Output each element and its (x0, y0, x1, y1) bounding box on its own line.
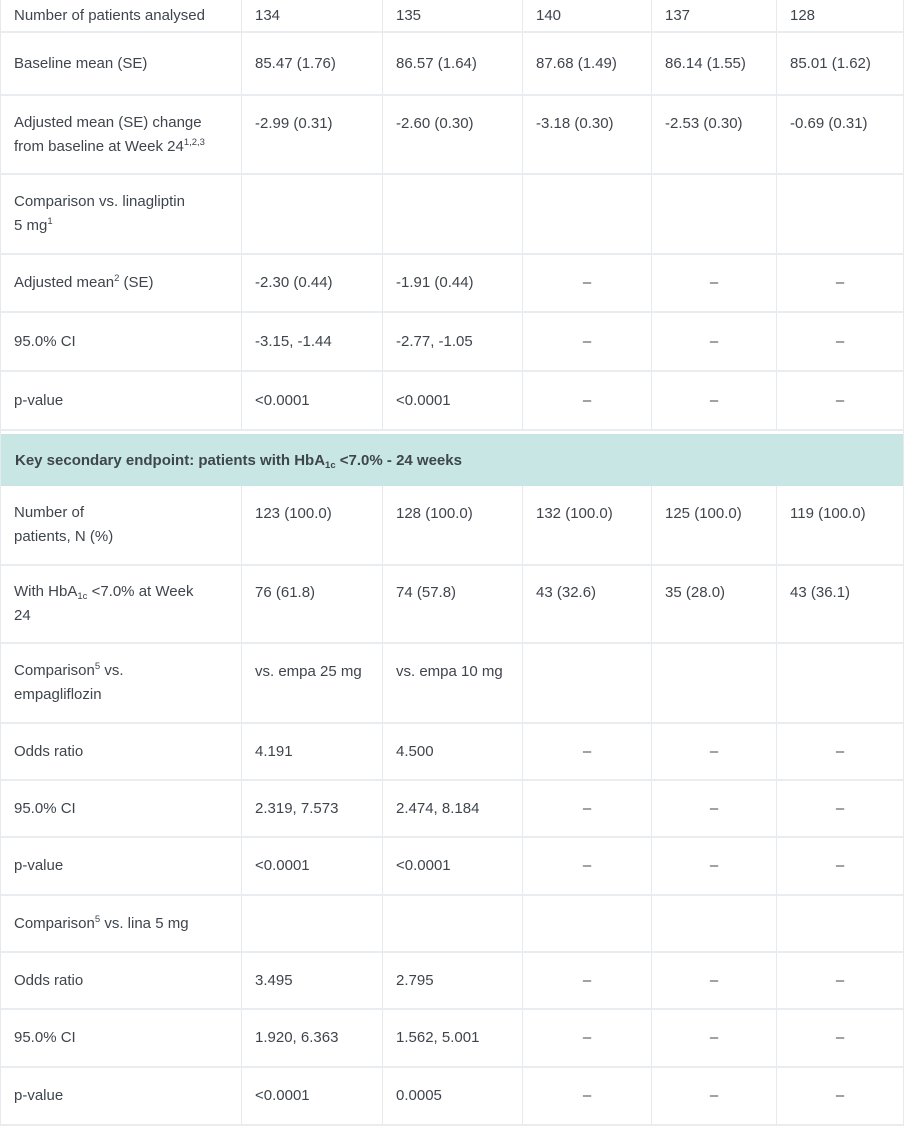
value-cell (383, 644, 523, 722)
not-applicable-cell (652, 838, 777, 894)
cell-text: 43 (32.6) (536, 584, 597, 601)
cell-text: 35 (28.0) (665, 584, 726, 601)
not-applicable-cell (777, 1068, 903, 1124)
value-cell (242, 566, 383, 642)
label-text: 95.0% CI (14, 799, 76, 817)
value-cell (242, 255, 383, 311)
empty-cell (652, 644, 777, 722)
not-applicable-cell (777, 255, 903, 311)
value-cell (523, 566, 652, 642)
section-header-label (15, 452, 462, 469)
row-label-cell (1, 724, 242, 779)
table-row (1, 486, 903, 566)
cell-text: 4.191 (255, 742, 293, 760)
row-label-cell (1, 838, 242, 894)
value-cell (383, 96, 523, 173)
not-applicable-cell (523, 313, 652, 370)
label-text: p-value (14, 857, 64, 874)
row-label-cell (1, 96, 242, 173)
label-text: (SE) (119, 274, 154, 291)
table-row (1, 313, 903, 372)
not-applicable-cell (652, 1010, 777, 1066)
not-applicable-cell (523, 372, 652, 429)
cell-text: 2.474, 8.184 (396, 799, 480, 817)
cell-text: <0.0001 (396, 857, 451, 874)
value-cell (777, 0, 903, 31)
cell-text: 1.562, 5.001 (396, 1029, 480, 1046)
value-cell (652, 0, 777, 31)
label-text: patients, N (%) (14, 528, 114, 545)
label-text: Baseline mean (SE) (14, 54, 148, 72)
cell-text: 128 (790, 6, 816, 24)
label-text: 5 mg (14, 217, 48, 234)
cell-text: -3.15, -1.44 (255, 332, 332, 350)
value-cell (383, 1010, 523, 1066)
label-text: Odds ratio (14, 742, 84, 760)
cell-text: 3.495 (255, 971, 293, 989)
cell-text: -2.77, -1.05 (396, 332, 473, 350)
cell-text: – (835, 332, 845, 350)
value-cell (777, 566, 903, 642)
cell-text: vs. empa 10 mg (396, 663, 503, 680)
value-cell (242, 0, 383, 31)
cell-text: 86.57 (1.64) (396, 54, 477, 72)
row-label (14, 111, 205, 159)
row-label (14, 580, 193, 628)
not-applicable-cell (523, 781, 652, 836)
row-label-cell (1, 33, 242, 94)
cell-text: 119 (100.0) (790, 505, 866, 522)
cell-text: – (709, 1087, 719, 1104)
cell-text: 4.500 (396, 742, 434, 760)
value-cell (383, 781, 523, 836)
label-text: vs. (100, 662, 124, 679)
cell-text: <0.0001 (396, 391, 451, 409)
label-text: 24 (14, 607, 31, 624)
row-label (14, 797, 76, 821)
label-text: Comparison (14, 662, 95, 679)
value-cell (383, 0, 523, 31)
not-applicable-cell (652, 372, 777, 429)
table-row (1, 724, 903, 781)
table-row (1, 1010, 903, 1068)
not-applicable-cell (652, 724, 777, 779)
section-header-row (1, 434, 903, 486)
cell-text: – (835, 391, 845, 409)
value-cell (242, 953, 383, 1008)
label-text: Number of patients analysed (14, 6, 205, 24)
label-text: Adjusted mean (SE) change (14, 113, 202, 131)
value-cell (523, 0, 652, 31)
cell-text: – (709, 274, 719, 291)
cell-text: – (582, 971, 592, 989)
empty-cell (523, 644, 652, 722)
table-row (1, 566, 903, 644)
cell-text: 134 (255, 6, 281, 24)
row-label-cell (1, 644, 242, 722)
cell-text: 137 (665, 6, 691, 24)
cell-text: 128 (100.0) (396, 505, 473, 522)
row-label-cell (1, 1010, 242, 1066)
cell-text: – (582, 274, 592, 291)
table-row (1, 644, 903, 724)
cell-text: 87.68 (1.49) (536, 54, 617, 72)
value-cell (242, 96, 383, 173)
cell-text: – (835, 1029, 845, 1046)
cell-text: 85.47 (1.76) (255, 54, 336, 72)
value-cell (242, 781, 383, 836)
label-text: p-value (14, 391, 64, 409)
cell-text: 132 (100.0) (536, 505, 613, 522)
value-cell (383, 372, 523, 429)
subscript-text: 1c (77, 591, 88, 602)
superscript-note: 5 (94, 913, 101, 925)
cell-text: 2.795 (396, 971, 434, 989)
label-text: Comparison (14, 914, 95, 932)
cell-text: – (709, 391, 719, 409)
superscript-note: 1,2,3 (183, 136, 205, 148)
value-cell (777, 486, 903, 564)
not-applicable-cell (652, 953, 777, 1008)
cell-text: – (709, 857, 719, 874)
row-label-cell (1, 566, 242, 642)
not-applicable-cell (523, 838, 652, 894)
not-applicable-cell (777, 953, 903, 1008)
not-applicable-cell (652, 313, 777, 370)
label-text: 95.0% CI (14, 1029, 76, 1046)
superscript-note: 2 (114, 273, 120, 284)
cell-text: – (835, 1087, 845, 1104)
row-label (14, 4, 205, 28)
row-label (14, 1084, 63, 1108)
row-label-cell (1, 781, 242, 836)
not-applicable-cell (777, 313, 903, 370)
value-cell (242, 838, 383, 894)
table-row (1, 953, 903, 1010)
value-cell (383, 255, 523, 311)
value-cell (383, 838, 523, 894)
not-applicable-cell (523, 1010, 652, 1066)
row-label (14, 969, 83, 993)
empty-cell (777, 175, 903, 253)
table-row (1, 175, 903, 255)
value-cell (523, 96, 652, 173)
cell-text: – (835, 857, 845, 874)
table-row (1, 33, 903, 96)
value-cell (242, 33, 383, 94)
cell-text: – (582, 742, 592, 760)
not-applicable-cell (523, 255, 652, 311)
value-cell (383, 486, 523, 564)
empty-cell (383, 175, 523, 253)
label-text: vs. lina 5 mg (100, 914, 189, 932)
value-cell (383, 724, 523, 779)
cell-text: -2.99 (0.31) (255, 114, 333, 132)
cell-text: -0.69 (0.31) (790, 114, 868, 132)
value-cell (777, 33, 903, 94)
not-applicable-cell (652, 1068, 777, 1124)
not-applicable-cell (523, 953, 652, 1008)
value-cell (652, 33, 777, 94)
label-text: Adjusted mean (14, 274, 115, 291)
cell-text: 135 (396, 6, 422, 24)
empty-cell (383, 896, 523, 951)
empty-cell (242, 175, 383, 253)
cell-text: <0.0001 (255, 391, 310, 409)
row-label (14, 190, 185, 238)
value-cell (242, 372, 383, 429)
table-row (1, 255, 903, 313)
label-text: Key secondary endpoint: patients with HbA (15, 451, 326, 469)
value-cell (383, 313, 523, 370)
cell-text: -1.91 (0.44) (396, 274, 474, 291)
value-cell (777, 96, 903, 173)
value-cell (523, 486, 652, 564)
table-row (1, 96, 903, 175)
cell-text: -2.30 (0.44) (255, 274, 333, 291)
not-applicable-cell (777, 838, 903, 894)
row-label-cell (1, 486, 242, 564)
not-applicable-cell (777, 724, 903, 779)
cell-text: 85.01 (1.62) (790, 54, 871, 72)
not-applicable-cell (777, 781, 903, 836)
label-text: <7.0% - 24 weeks (335, 451, 462, 469)
cell-text: – (582, 799, 592, 817)
not-applicable-cell (777, 372, 903, 429)
value-cell (523, 33, 652, 94)
cell-text: – (582, 1087, 592, 1104)
label-text: from baseline at Week 24 (14, 137, 184, 155)
value-cell (242, 1010, 383, 1066)
row-label-cell (1, 953, 242, 1008)
row-label-cell (1, 313, 242, 370)
empty-cell (652, 896, 777, 951)
cell-text: – (709, 742, 719, 760)
empty-cell (652, 175, 777, 253)
superscript-note: 5 (94, 661, 101, 672)
cell-text: – (582, 391, 592, 409)
cell-text: -3.18 (0.30) (536, 114, 614, 132)
cell-text: – (835, 274, 845, 291)
cell-text: – (835, 742, 845, 760)
value-cell (383, 953, 523, 1008)
value-cell (242, 486, 383, 564)
row-label (14, 740, 83, 764)
row-label-cell (1, 0, 242, 31)
value-cell (242, 644, 383, 722)
empty-cell (523, 175, 652, 253)
cell-text: 2.319, 7.573 (255, 799, 339, 817)
label-text: Odds ratio (14, 971, 84, 989)
label-text: p-value (14, 1087, 64, 1104)
table-row (1, 0, 903, 33)
row-label (14, 1026, 76, 1050)
table-row (1, 838, 903, 896)
value-cell (652, 566, 777, 642)
cell-text: 43 (36.1) (790, 584, 851, 601)
row-label-cell (1, 1068, 242, 1124)
row-label (14, 389, 63, 413)
empty-cell (777, 896, 903, 951)
table-row (1, 372, 903, 431)
cell-text: <0.0001 (255, 1087, 310, 1104)
not-applicable-cell (523, 1068, 652, 1124)
cell-text: 123 (100.0) (255, 505, 332, 522)
cell-text: – (709, 799, 719, 817)
cell-text: – (582, 332, 592, 350)
empty-cell (242, 896, 383, 951)
cell-text: 125 (100.0) (665, 505, 742, 522)
value-cell (383, 33, 523, 94)
cell-text: 86.14 (1.55) (665, 54, 746, 72)
cell-text: – (709, 1029, 719, 1046)
label-text: <7.0% at Week (87, 583, 194, 600)
row-label (14, 912, 189, 936)
table-row (1, 781, 903, 838)
empty-cell (523, 896, 652, 951)
row-label (14, 854, 63, 878)
row-label (14, 659, 124, 707)
table-row (1, 896, 903, 953)
row-label-cell (1, 372, 242, 429)
label-text: Number of (14, 504, 85, 521)
value-cell (242, 313, 383, 370)
row-label (14, 271, 154, 295)
value-cell (383, 1068, 523, 1124)
cell-text: – (709, 971, 719, 989)
cell-text: 76 (61.8) (255, 584, 316, 601)
row-label (14, 330, 76, 354)
cell-text: – (582, 857, 592, 874)
value-cell (242, 1068, 383, 1124)
cell-text: 140 (536, 6, 562, 24)
not-applicable-cell (523, 724, 652, 779)
cell-text: -2.53 (0.30) (665, 114, 743, 132)
cell-text: – (709, 332, 719, 350)
row-label-cell (1, 175, 242, 253)
cell-text: 74 (57.8) (396, 584, 457, 601)
row-label-cell (1, 896, 242, 951)
not-applicable-cell (652, 781, 777, 836)
cell-text: <0.0001 (255, 857, 310, 874)
subscript-text: 1c (325, 459, 336, 471)
cell-text: 1.920, 6.363 (255, 1029, 339, 1046)
value-cell (383, 566, 523, 642)
row-label-cell (1, 255, 242, 311)
superscript-note: 1 (47, 216, 53, 227)
value-cell (242, 724, 383, 779)
cell-text: – (582, 1029, 592, 1046)
label-text: 95.0% CI (14, 332, 76, 350)
cell-text: – (835, 799, 845, 817)
cell-text: vs. empa 25 mg (255, 663, 362, 680)
not-applicable-cell (777, 1010, 903, 1066)
value-cell (652, 96, 777, 173)
label-text: Comparison vs. linagliptin (14, 193, 185, 210)
not-applicable-cell (652, 255, 777, 311)
cell-text: 0.0005 (396, 1087, 442, 1104)
cell-text: – (835, 971, 845, 989)
label-text: With HbA (14, 583, 78, 600)
label-text: empagliflozin (14, 686, 102, 703)
row-label (14, 501, 113, 549)
cell-text: -2.60 (0.30) (396, 114, 474, 132)
empty-cell (777, 644, 903, 722)
table-row (1, 1068, 903, 1126)
value-cell (652, 486, 777, 564)
row-label (14, 52, 147, 76)
